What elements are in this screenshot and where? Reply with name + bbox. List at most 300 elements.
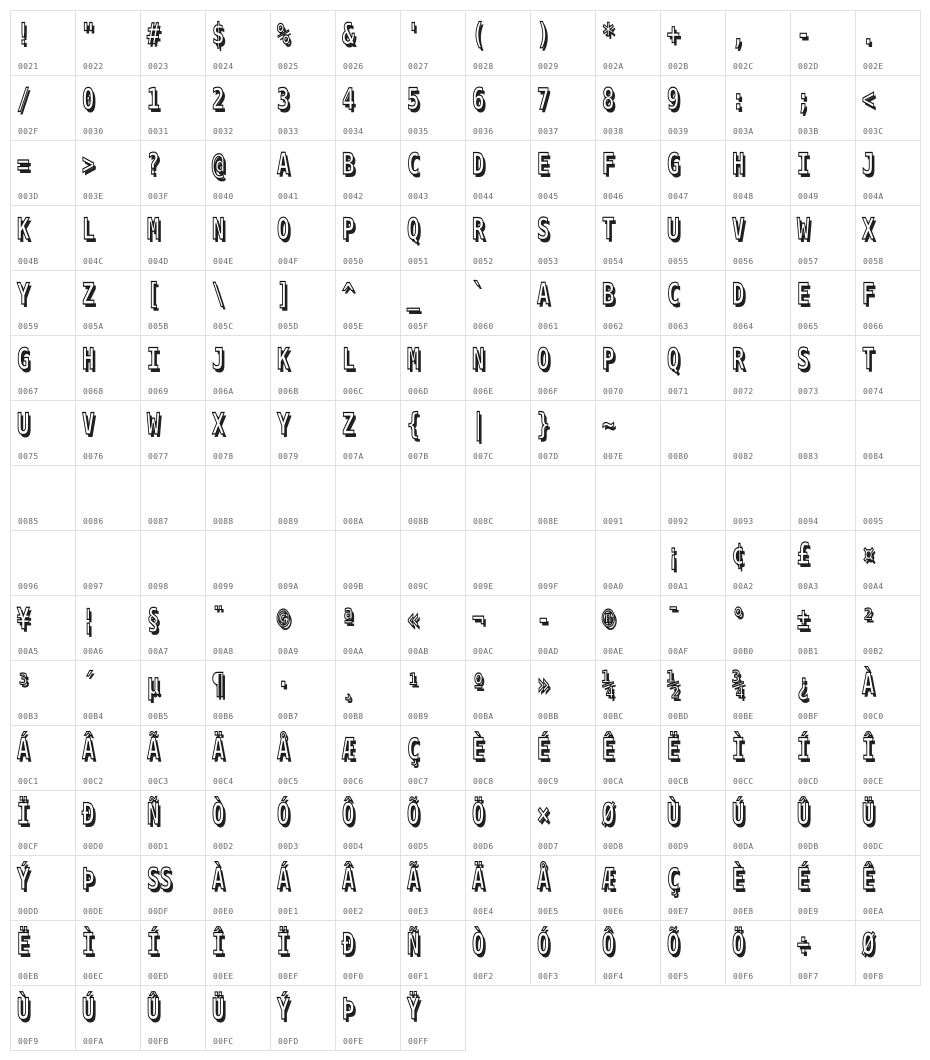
glyph-cell: [336, 986, 401, 1051]
glyph-cell: [726, 726, 791, 791]
glyph-cell: [336, 466, 401, 531]
glyph-sample: Ó: [277, 797, 290, 831]
glyph-sample: Y: [17, 277, 30, 311]
glyph-sample: F: [862, 277, 875, 311]
codepoint-label: 00EB: [18, 972, 39, 981]
glyph-sample: S: [537, 212, 550, 246]
glyph-sample: °: [732, 602, 745, 636]
codepoint-label: 00C7: [408, 777, 429, 786]
glyph-sample: Ù: [667, 797, 680, 831]
glyph-sample: Ç: [667, 862, 680, 896]
glyph-cell: [336, 531, 401, 596]
glyph-sample: V: [732, 212, 745, 246]
glyph-cell: [271, 206, 336, 271]
glyph-sample: I: [797, 147, 810, 181]
codepoint-label: 009C: [408, 582, 429, 591]
codepoint-label: 00CA: [603, 777, 624, 786]
codepoint-label: 0046: [603, 192, 624, 201]
glyph-cell: [596, 921, 661, 986]
codepoint-label: 00A7: [148, 647, 169, 656]
codepoint-label: 00DC: [863, 842, 884, 851]
glyph-cell: [531, 76, 596, 141]
glyph-cell: [661, 76, 726, 141]
glyph-cell: [596, 596, 661, 661]
glyph-cell: [76, 141, 141, 206]
glyph-cell: [531, 336, 596, 401]
glyph-sample: 2: [212, 82, 225, 116]
glyph-sample: Ñ: [407, 927, 420, 961]
codepoint-label: 00E8: [733, 907, 754, 916]
glyph-sample: ¤: [862, 537, 875, 571]
codepoint-label: 0084: [863, 452, 884, 461]
glyph-cell: [401, 206, 466, 271]
codepoint-label: 005C: [213, 322, 234, 331]
glyph-sample: Ò: [212, 797, 225, 831]
glyph-sample: Ù: [17, 992, 30, 1026]
glyph-cell: [661, 141, 726, 206]
glyph-sample: Û: [797, 797, 810, 831]
glyph-cell: [856, 466, 921, 531]
codepoint-label: 007C: [473, 452, 494, 461]
codepoint-label: 0076: [83, 452, 104, 461]
codepoint-label: 002E: [863, 62, 884, 71]
glyph-cell: [336, 726, 401, 791]
glyph-cell: [271, 76, 336, 141]
codepoint-label: 0036: [473, 127, 494, 136]
glyph-cell: [791, 596, 856, 661]
codepoint-label: 0054: [603, 257, 624, 266]
glyph-sample: ¶: [212, 667, 225, 701]
glyph-sample: Þ: [82, 862, 95, 896]
codepoint-label: 003C: [863, 127, 884, 136]
glyph-cell: [661, 401, 726, 466]
glyph-sample: G: [667, 147, 680, 181]
glyph-cell: [336, 596, 401, 661]
glyph-sample: ¢: [732, 537, 745, 571]
glyph-cell: [76, 206, 141, 271]
glyph-cell: [661, 11, 726, 76]
codepoint-label: 00C1: [18, 777, 39, 786]
glyph-cell: [271, 596, 336, 661]
glyph-sample: -: [537, 602, 550, 636]
glyph-cell: [466, 596, 531, 661]
codepoint-label: 00F6: [733, 972, 754, 981]
codepoint-label: 003A: [733, 127, 754, 136]
glyph-cell: [141, 466, 206, 531]
codepoint-label: 00D7: [538, 842, 559, 851]
codepoint-label: 0060: [473, 322, 494, 331]
codepoint-label: 002C: [733, 62, 754, 71]
glyph-cell: [466, 531, 531, 596]
codepoint-label: 00A6: [83, 647, 104, 656]
glyph-cell: [336, 661, 401, 726]
glyph-cell: [791, 76, 856, 141]
glyph-cell: [661, 791, 726, 856]
codepoint-label: 004B: [18, 257, 39, 266]
glyph-sample: É: [537, 732, 550, 766]
glyph-cell: [791, 921, 856, 986]
codepoint-label: 00C2: [83, 777, 104, 786]
glyph-cell: [791, 336, 856, 401]
glyph-cell: [726, 141, 791, 206]
glyph-cell: [271, 986, 336, 1051]
glyph-sample: !: [17, 17, 30, 51]
glyph-sample: ¦: [82, 602, 95, 636]
glyph-cell: [271, 531, 336, 596]
glyph-sample: W: [797, 212, 810, 246]
codepoint-label: 00A8: [213, 647, 234, 656]
codepoint-label: 00EE: [213, 972, 234, 981]
codepoint-label: 0074: [863, 387, 884, 396]
glyph-sample: K: [277, 342, 290, 376]
glyph-sample: 4: [342, 82, 355, 116]
glyph-cell: [791, 726, 856, 791]
glyph-cell: [466, 336, 531, 401]
glyph-cell: [661, 596, 726, 661]
glyph-cell: [531, 531, 596, 596]
codepoint-label: 00F5: [668, 972, 689, 981]
codepoint-label: 00B3: [18, 712, 39, 721]
glyph-cell: [206, 11, 271, 76]
glyph-cell: [856, 401, 921, 466]
codepoint-label: 0087: [148, 517, 169, 526]
glyph-sample: =: [17, 147, 30, 181]
character-map-grid: [10, 10, 921, 1051]
glyph-sample: .: [862, 17, 875, 51]
codepoint-label: 004C: [83, 257, 104, 266]
glyph-cell: [401, 661, 466, 726]
glyph-sample: K: [17, 212, 30, 246]
glyph-sample: Æ: [602, 862, 615, 896]
glyph-sample: V: [82, 407, 95, 441]
glyph-sample: A: [537, 277, 550, 311]
glyph-cell: [531, 791, 596, 856]
glyph-sample: D: [732, 277, 745, 311]
glyph-sample: Z: [342, 407, 355, 441]
codepoint-label: 00D5: [408, 842, 429, 851]
glyph-cell: [531, 141, 596, 206]
codepoint-label: 0038: [603, 127, 624, 136]
glyph-sample: C: [667, 277, 680, 311]
glyph-cell: [336, 141, 401, 206]
codepoint-label: 00D9: [668, 842, 689, 851]
codepoint-label: 0066: [863, 322, 884, 331]
glyph-sample: Ü: [862, 797, 875, 831]
codepoint-label: 00AE: [603, 647, 624, 656]
glyph-cell: [531, 11, 596, 76]
codepoint-label: 00A2: [733, 582, 754, 591]
codepoint-label: 00AB: [408, 647, 429, 656]
glyph-sample: ]: [277, 277, 290, 311]
glyph-sample: #: [147, 17, 160, 51]
codepoint-label: 0088: [213, 517, 234, 526]
glyph-sample: 9: [667, 82, 680, 116]
codepoint-label: 009A: [278, 582, 299, 591]
glyph-sample: Ý: [277, 992, 290, 1026]
glyph-cell: [76, 466, 141, 531]
glyph-cell: [11, 531, 76, 596]
glyph-sample: J: [862, 147, 875, 181]
glyph-cell: [76, 986, 141, 1051]
codepoint-label: 004E: [213, 257, 234, 266]
codepoint-label: 00FF: [408, 1037, 429, 1046]
glyph-sample: ;: [797, 82, 810, 116]
codepoint-label: 00C0: [863, 712, 884, 721]
glyph-cell: [466, 401, 531, 466]
glyph-sample: ª: [342, 602, 355, 636]
glyph-cell: [336, 856, 401, 921]
glyph-cell: [466, 466, 531, 531]
codepoint-label: 0051: [408, 257, 429, 266]
glyph-sample: ¡: [667, 537, 680, 571]
glyph-cell: [726, 921, 791, 986]
codepoint-label: 0077: [148, 452, 169, 461]
glyph-cell: [206, 531, 271, 596]
glyph-cell: [661, 726, 726, 791]
codepoint-label: 00F2: [473, 972, 494, 981]
codepoint-label: 0063: [668, 322, 689, 331]
glyph-cell: [271, 856, 336, 921]
codepoint-label: 00B6: [213, 712, 234, 721]
glyph-cell: [401, 466, 466, 531]
glyph-sample: º: [472, 667, 485, 701]
codepoint-label: 007B: [408, 452, 429, 461]
glyph-cell: [141, 726, 206, 791]
codepoint-label: 0030: [83, 127, 104, 136]
codepoint-label: 00B2: [863, 647, 884, 656]
glyph-sample: N: [472, 342, 485, 376]
glyph-cell: [856, 271, 921, 336]
glyph-sample: D: [472, 147, 485, 181]
glyph-sample: ±: [797, 602, 810, 636]
glyph-cell: [141, 791, 206, 856]
glyph-cell: [856, 791, 921, 856]
codepoint-label: 002D: [798, 62, 819, 71]
glyph-sample: ?: [147, 147, 160, 181]
glyph-sample: »: [537, 667, 550, 701]
glyph-cell: [206, 856, 271, 921]
glyph-sample: Û: [147, 992, 160, 1026]
glyph-cell: [336, 401, 401, 466]
glyph-cell: [11, 726, 76, 791]
glyph-sample: T: [602, 212, 615, 246]
glyph-sample: [: [147, 277, 160, 311]
codepoint-label: 0028: [473, 62, 494, 71]
glyph-cell: [596, 336, 661, 401]
codepoint-label: 0099: [213, 582, 234, 591]
glyph-sample: Ø: [602, 797, 615, 831]
codepoint-label: 0040: [213, 192, 234, 201]
glyph-cell: [791, 401, 856, 466]
codepoint-label: 00DA: [733, 842, 754, 851]
glyph-sample: Ö: [732, 927, 745, 961]
codepoint-label: 006F: [538, 387, 559, 396]
codepoint-label: 0082: [733, 452, 754, 461]
codepoint-label: 00E5: [538, 907, 559, 916]
glyph-sample: F: [602, 147, 615, 181]
glyph-cell: [596, 401, 661, 466]
codepoint-label: 002A: [603, 62, 624, 71]
codepoint-label: 00EF: [278, 972, 299, 981]
glyph-cell: [206, 271, 271, 336]
glyph-sample: B: [602, 277, 615, 311]
codepoint-label: 0058: [863, 257, 884, 266]
codepoint-label: 0093: [733, 517, 754, 526]
codepoint-label: 00B5: [148, 712, 169, 721]
glyph-sample: E: [797, 277, 810, 311]
glyph-cell: [76, 76, 141, 141]
glyph-sample: ¾: [732, 667, 745, 701]
glyph-sample: Ï: [277, 927, 290, 961]
codepoint-label: 00A5: [18, 647, 39, 656]
glyph-sample: §: [147, 602, 160, 636]
glyph-cell: [141, 141, 206, 206]
codepoint-label: 003E: [83, 192, 104, 201]
glyph-sample: X: [862, 212, 875, 246]
codepoint-label: 0037: [538, 127, 559, 136]
glyph-sample: ': [407, 17, 420, 51]
glyph-sample: Ï: [17, 797, 30, 831]
glyph-cell: [726, 791, 791, 856]
codepoint-label: 00B0: [733, 647, 754, 656]
codepoint-label: 00D1: [148, 842, 169, 851]
glyph-cell: [596, 661, 661, 726]
glyph-sample: Ê: [602, 732, 615, 766]
glyph-cell: [531, 401, 596, 466]
glyph-cell: [661, 856, 726, 921]
glyph-cell: [401, 11, 466, 76]
glyph-cell: [206, 596, 271, 661]
glyph-cell: [141, 531, 206, 596]
codepoint-label: 0057: [798, 257, 819, 266]
glyph-cell: [466, 791, 531, 856]
glyph-cell: [271, 791, 336, 856]
glyph-cell: [531, 466, 596, 531]
glyph-sample: Õ: [667, 927, 680, 961]
glyph-sample: M: [407, 342, 420, 376]
glyph-cell: [726, 661, 791, 726]
glyph-cell: [856, 596, 921, 661]
glyph-cell: [856, 661, 921, 726]
glyph-cell: [466, 271, 531, 336]
glyph-sample: R: [732, 342, 745, 376]
codepoint-label: 0096: [18, 582, 39, 591]
glyph-cell: [531, 271, 596, 336]
glyph-sample: P: [602, 342, 615, 376]
glyph-cell: [76, 596, 141, 661]
codepoint-label: 008C: [473, 517, 494, 526]
glyph-sample: $: [212, 17, 225, 51]
glyph-cell: [206, 76, 271, 141]
codepoint-label: 006C: [343, 387, 364, 396]
glyph-sample: Ì: [732, 732, 745, 766]
glyph-sample: }: [537, 407, 550, 441]
glyph-cell: [531, 661, 596, 726]
codepoint-label: 00D4: [343, 842, 364, 851]
codepoint-label: 0061: [538, 322, 559, 331]
glyph-sample: O: [537, 342, 550, 376]
glyph-cell: [271, 141, 336, 206]
glyph-cell: [401, 336, 466, 401]
codepoint-label: 0072: [733, 387, 754, 396]
codepoint-label: 00B7: [278, 712, 299, 721]
codepoint-label: 006E: [473, 387, 494, 396]
glyph-cell: [11, 596, 76, 661]
glyph-cell: [11, 206, 76, 271]
glyph-sample: I: [147, 342, 160, 376]
codepoint-label: 0079: [278, 452, 299, 461]
glyph-cell: [596, 76, 661, 141]
codepoint-label: 004A: [863, 192, 884, 201]
codepoint-label: 00F0: [343, 972, 364, 981]
glyph-sample: ×: [537, 797, 550, 831]
glyph-cell: [596, 271, 661, 336]
codepoint-label: 0080: [668, 452, 689, 461]
glyph-sample: :: [732, 82, 745, 116]
glyph-cell: [76, 856, 141, 921]
glyph-sample: L: [82, 212, 95, 246]
glyph-cell: [856, 856, 921, 921]
glyph-sample: ´: [82, 667, 95, 701]
codepoint-label: 0086: [83, 517, 104, 526]
glyph-cell: [856, 141, 921, 206]
codepoint-label: 0059: [18, 322, 39, 331]
codepoint-label: 003F: [148, 192, 169, 201]
codepoint-label: 00E4: [473, 907, 494, 916]
codepoint-label: 00EC: [83, 972, 104, 981]
glyph-cell: [401, 271, 466, 336]
glyph-cell: [76, 271, 141, 336]
glyph-sample: Æ: [342, 732, 355, 766]
glyph-cell: [466, 141, 531, 206]
codepoint-label: 0023: [148, 62, 169, 71]
glyph-sample: ¸: [342, 667, 355, 701]
codepoint-label: 0068: [83, 387, 104, 396]
glyph-cell: [336, 206, 401, 271]
glyph-cell: [11, 986, 76, 1051]
codepoint-label: 0071: [668, 387, 689, 396]
glyph-cell: [336, 76, 401, 141]
codepoint-label: 00FA: [83, 1037, 104, 1046]
glyph-sample: Ë: [667, 732, 680, 766]
glyph-cell: [141, 661, 206, 726]
glyph-cell: [141, 921, 206, 986]
codepoint-label: 003D: [18, 192, 39, 201]
glyph-cell: [11, 791, 76, 856]
glyph-cell: [466, 726, 531, 791]
glyph-sample: *: [602, 17, 615, 51]
glyph-sample: Õ: [407, 797, 420, 831]
glyph-cell: [791, 856, 856, 921]
glyph-cell: [791, 206, 856, 271]
glyph-sample: ¬: [472, 602, 485, 636]
glyph-cell: [401, 401, 466, 466]
codepoint-label: 008B: [408, 517, 429, 526]
glyph-cell: [596, 11, 661, 76]
codepoint-label: 0021: [18, 62, 39, 71]
codepoint-label: 005A: [83, 322, 104, 331]
glyph-sample: T: [862, 342, 875, 376]
glyph-sample: 6: [472, 82, 485, 116]
glyph-sample: Ý: [17, 862, 30, 896]
glyph-cell: [791, 11, 856, 76]
glyph-cell: [206, 986, 271, 1051]
glyph-cell: [726, 596, 791, 661]
codepoint-label: 0083: [798, 452, 819, 461]
glyph-sample: ¥: [17, 602, 30, 636]
codepoint-label: 0089: [278, 517, 299, 526]
glyph-cell: [726, 856, 791, 921]
